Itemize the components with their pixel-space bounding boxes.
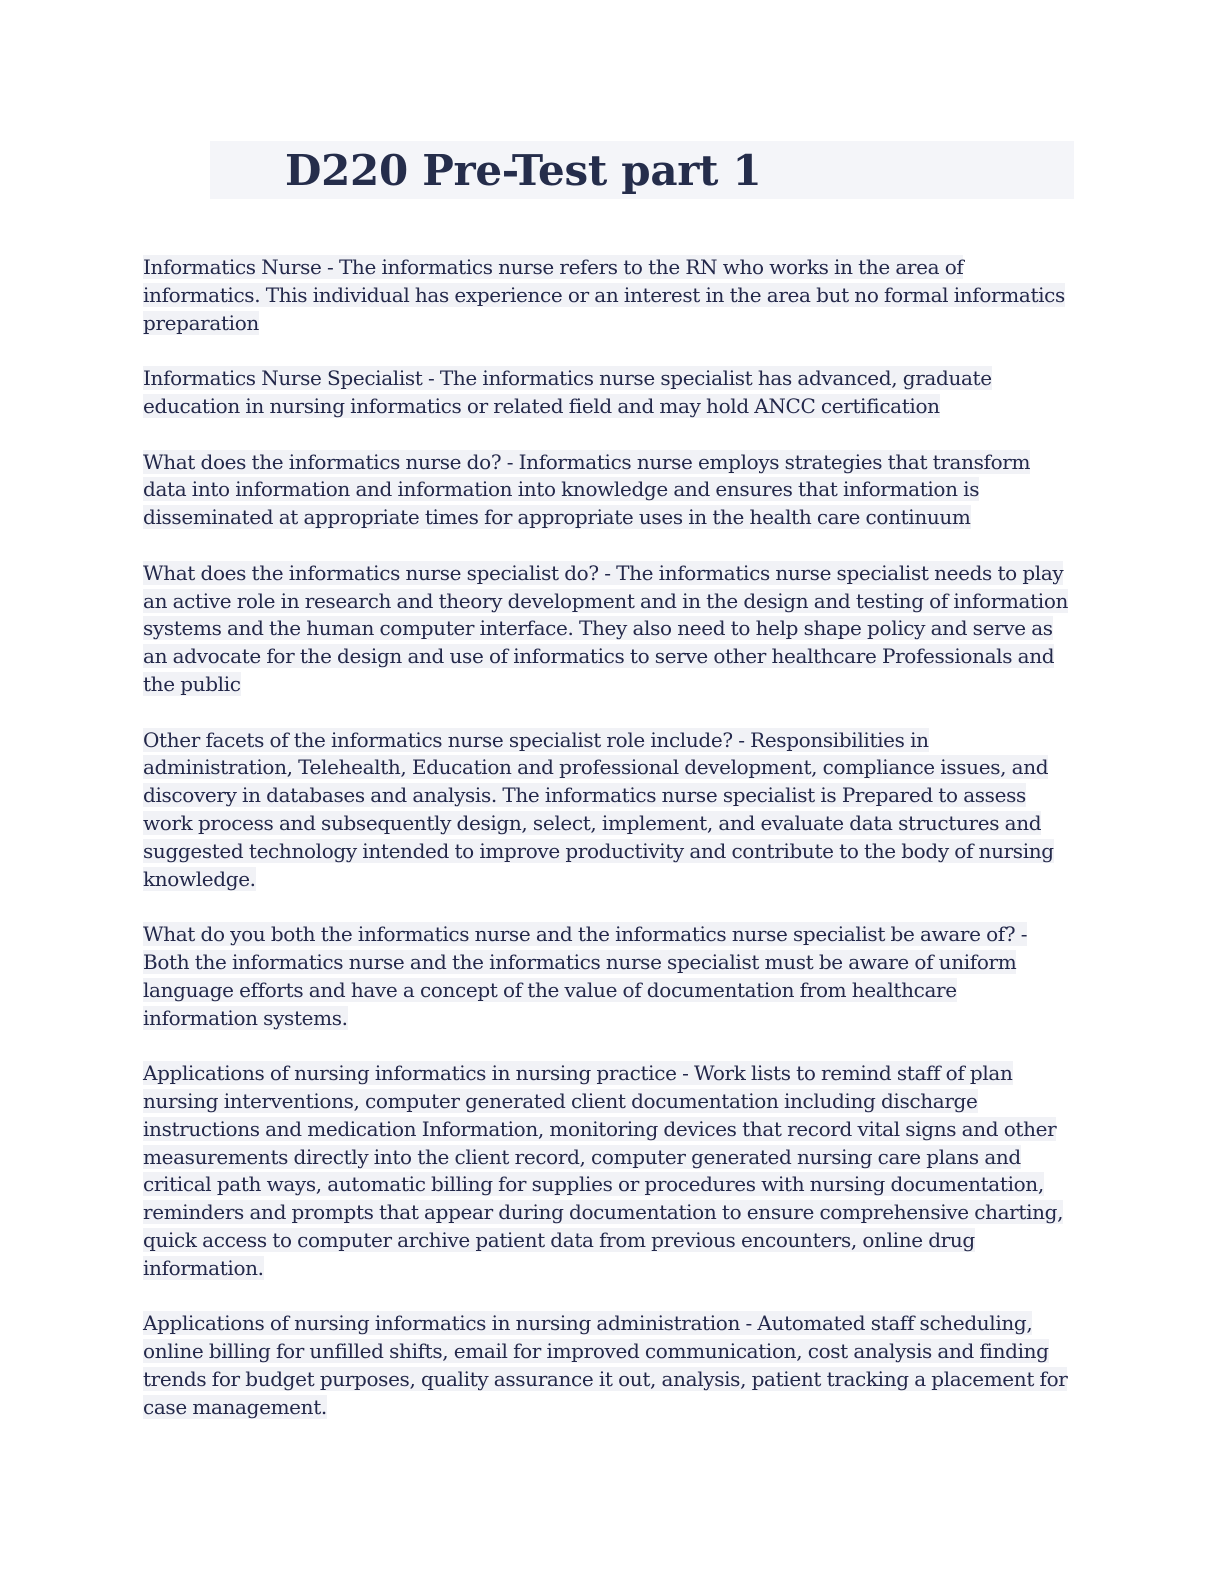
document-body [143,254,1073,1449]
paragraph-informatics-nurse-specialist [143,365,1073,421]
paragraph-text: What do you both the informatics nurse and the informatics nurse specialist be aware of? - Both the informatics nurse and the informatics nurse specialist must be aware of uniform language efforts and have a concept of the value of documentation from healthcare information systems. [143,922,1028,1030]
paragraph-text: Informatics Nurse Specialist - The informatics nurse specialist has advanced, graduate education in nursing informatics or related field and may hold ANCC certification [143,366,992,418]
paragraph-text: Applications of nursing informatics in nursing administration - Automated staff scheduling, online billing for unfilled shifts, email for improved communication, cost analysis and finding trends for budget purposes, quality assurance it out, analysis, patient tracking a placement for case management. [143,1311,1068,1419]
paragraph-nurse-role [143,449,1073,532]
paragraph-text: Informatics Nurse - The informatics nurse refers to the RN who works in the area of informatics. This individual has experience or an interest in the area but no formal informatics preparation [143,255,1065,335]
paragraph-specialist-role [143,560,1073,699]
paragraph-informatics-nurse [143,254,1073,337]
paragraph-text: What does the informatics nurse do? - Informatics nurse employs strategies that transform data into information and information into knowledge and ensures that information is disseminated at appropriate times for appropriate uses in the health care continuum [143,449,1031,530]
paragraph-administration-applications [143,1310,1073,1421]
paragraph-awareness [143,921,1073,1032]
paragraph-other-facets [143,727,1073,894]
paragraph-text: Applications of nursing informatics in nursing practice - Work lists to remind staff of plan nursing interventions, computer generated client documentation including discharge instructions and medication Information, monitoring devices that record vital signs and other measurements directly into the client record, computer generated nursing care plans and critical path ways, automatic billing for supplies or procedures with nursing documentation, reminders and prompts that appear during documentation to ensure comprehensive charting, quick access to computer archive patient data from previous encounters, online drug information. [143,1061,1064,1280]
paragraph-practice-applications [143,1060,1073,1282]
paragraph-text: What does the informatics nurse specialist do? - The informatics nurse specialist needs to play an active role in research and theory development and in the design and testing of information systems and the human computer interface. They also need to help shape policy and serve as an advocate for the design and use of informatics to serve other healthcare Professionals and the public [143,560,1069,696]
page-title: D220 Pre-Test part 1 [285,146,762,195]
paragraph-text: Other facets of the informatics nurse specialist role include? - Responsibilities in administration, Telehealth, Education and professional development, compliance issues, and discovery in databases and analysis. The informatics nurse specialist is Prepared to assess work process and subsequently design, select, implement, and evaluate data structures and suggested technology intended to improve productivity and contribute to the body of nursing knowledge. [143,727,1054,891]
